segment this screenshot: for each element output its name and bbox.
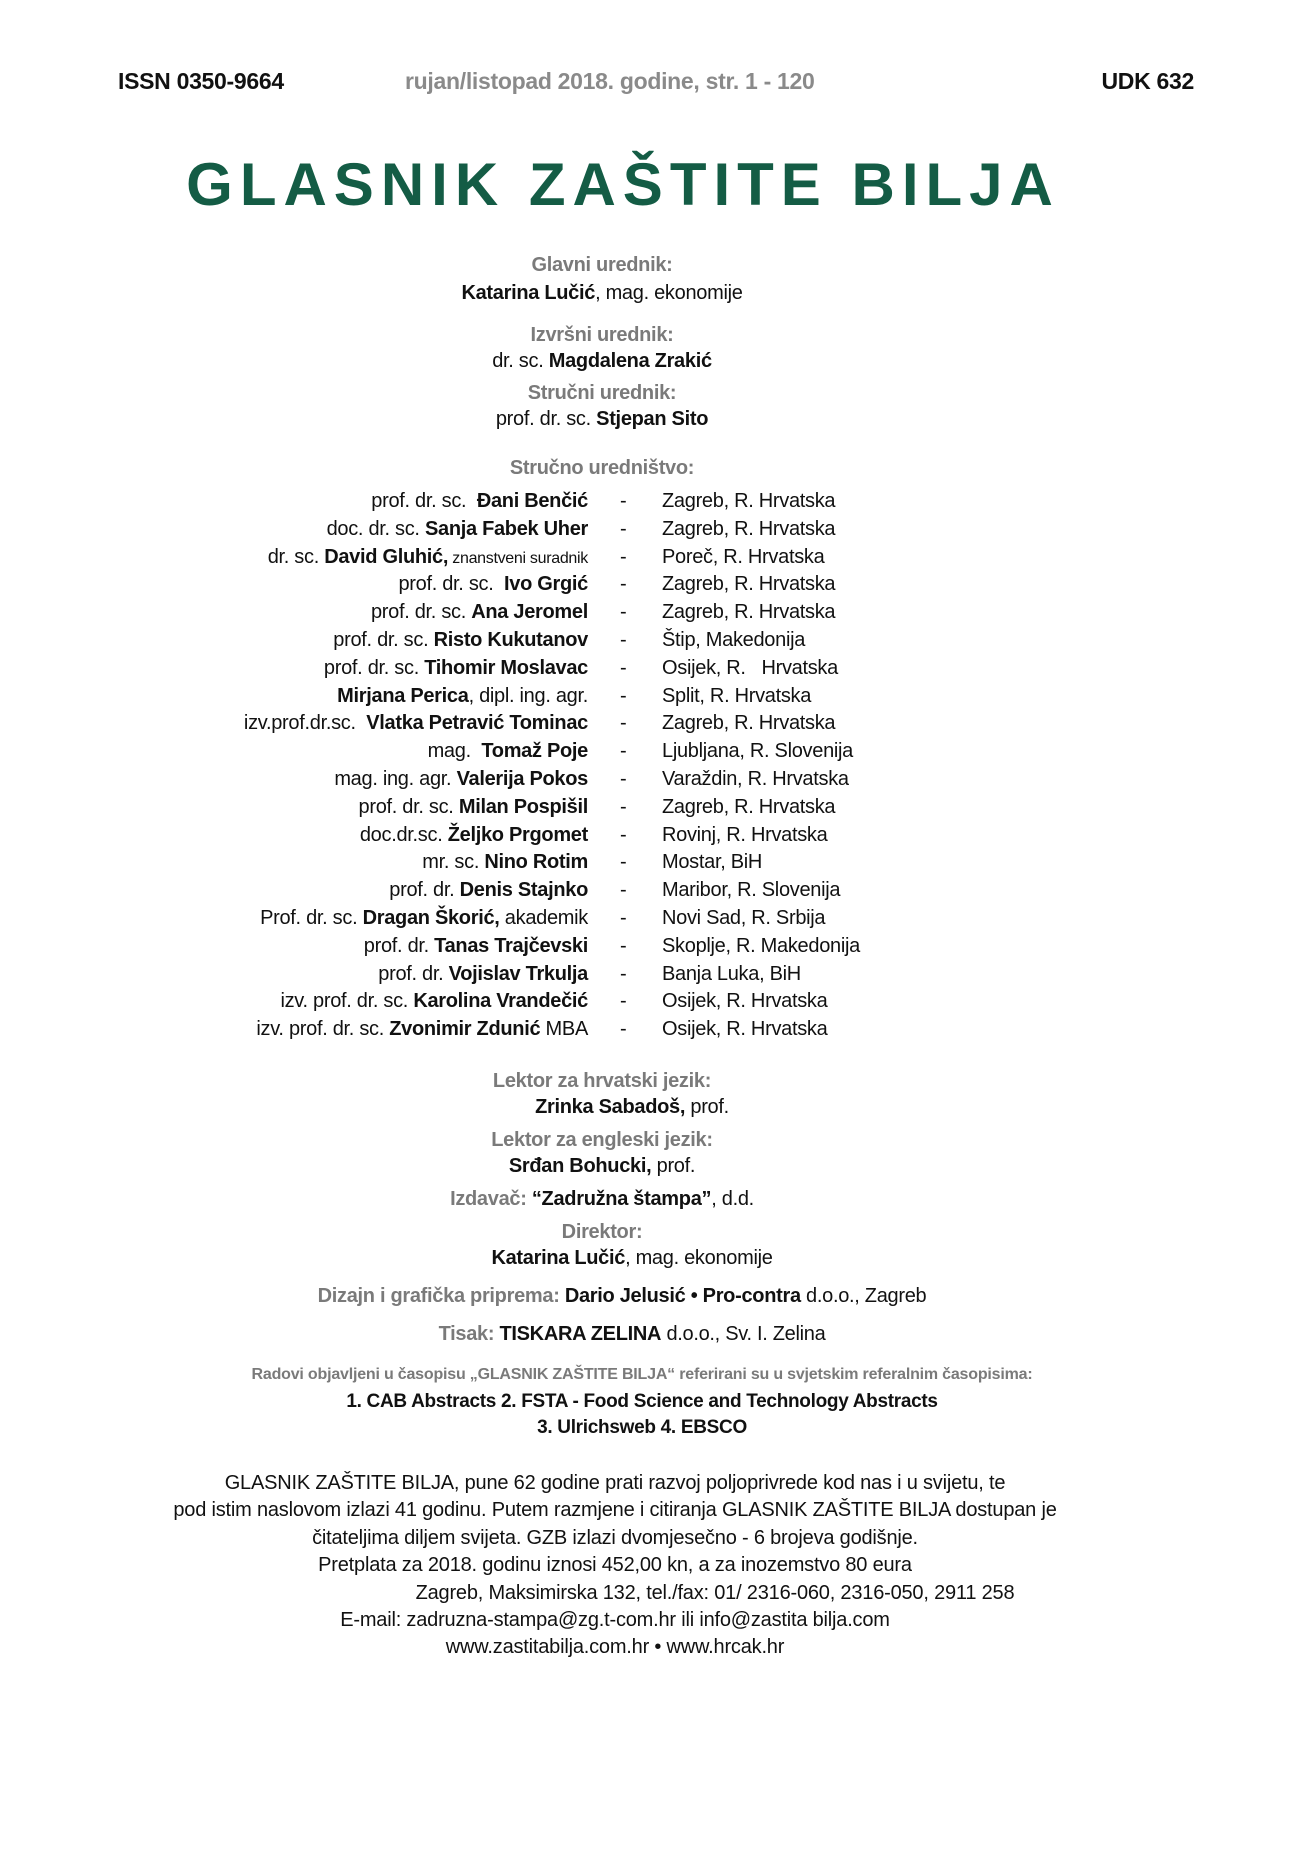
about-line: Zagreb, Maksimirska 132, tel./fax: 01/ 2316-060, 2316-050, 2911 258 (415, 1581, 1015, 1604)
member-title: prof. dr. sc. (370, 601, 472, 624)
member-name: Vojislav Trkulja (448, 962, 588, 985)
member-suffix: , dipl. ing. agr. (468, 684, 588, 707)
member-name: Željko Prgomet (447, 823, 588, 846)
separator-dash: - (620, 795, 627, 818)
lector-hr: Zrinka Sabadoš, prof. (535, 1096, 729, 1118)
member-name: Zvonimir Zdunić (389, 1018, 541, 1041)
member-title: prof. dr. sc. (371, 490, 477, 512)
member-name: David Gluhić, (324, 545, 449, 568)
member-suffix: MBA (540, 1018, 588, 1041)
about-line: www.zastitabilja.com.hr • www.hrcak.hr (445, 1636, 785, 1659)
lector-hr-label: Lektor za hrvatski jezik: (492, 1070, 712, 1092)
separator-dash: - (620, 768, 627, 790)
chief-editor-label: Glavni urednik: (531, 254, 673, 276)
separator-dash: - (620, 962, 627, 985)
expert-editor-label: Stručni urednik: (527, 382, 677, 404)
member-name: Ana Jeromel (471, 601, 588, 624)
design: Dizajn i grafička priprema: Dario Jelusić • Pro-contra d.o.o., Zagreb (317, 1285, 927, 1307)
board-member-row (0, 629, 1300, 655)
member-location: Zagreb, R. Hrvatska (662, 517, 836, 540)
member-title: izv.prof.dr.sc. (243, 712, 367, 735)
member-title: prof. dr. (389, 879, 460, 902)
board-member-row (0, 601, 1300, 627)
separator-dash: - (620, 907, 627, 929)
member-location: Zagreb, R. Hrvatska (662, 712, 836, 735)
member-title: mag. (427, 740, 482, 763)
board-member-name (337, 685, 588, 708)
exec-editor: dr. sc. Magdalena Zrakić (492, 350, 712, 372)
member-location: Skoplje, R. Makedonija (662, 934, 860, 957)
board-member-row (0, 573, 1300, 599)
member-location: Osijek, R. Hrvatska (662, 656, 838, 679)
indexing-note: Radovi objavljeni u časopisu „GLASNIK ZAŠTITE BILJA“ referirani su u svjetskim referalnim časopisima: (251, 1366, 1033, 1383)
separator-dash: - (620, 684, 627, 707)
separator-dash: - (620, 851, 627, 874)
member-name: Tihomir Moslavac (424, 656, 588, 679)
member-name: Mirjana Perica (337, 684, 469, 707)
member-location: Zagreb, R. Hrvatska (662, 490, 836, 512)
member-title: doc. dr. sc. (326, 517, 425, 540)
member-title: izv. prof. dr. sc. (256, 1018, 390, 1041)
member-title: prof. dr. (378, 962, 449, 985)
separator-dash: - (620, 656, 627, 679)
member-location: Osijek, R. Hrvatska (662, 990, 828, 1013)
member-title: prof. dr. sc. (323, 656, 425, 679)
member-name: Valerija Pokos (456, 768, 588, 790)
expert-editor: prof. dr. sc. Stjepan Sito (495, 408, 709, 430)
member-location: Osijek, R. Hrvatska (662, 1018, 828, 1041)
board-member-row (0, 740, 1300, 766)
member-title: dr. sc. (267, 545, 325, 568)
member-name: Tanas Trajčevski (434, 934, 588, 957)
about-line: Pretplata za 2018. godinu iznosi 452,00 kn, a za inozemstvo 80 eura (318, 1554, 912, 1577)
about-line: čitateljima diljem svijeta. GZB izlazi dvomjesečno - 6 brojeva godišnje. (312, 1526, 918, 1549)
member-location: Rovinj, R. Hrvatska (662, 823, 828, 846)
board-member-row (0, 657, 1300, 683)
member-name: Ivo Grgić (504, 573, 588, 596)
separator-dash: - (620, 934, 627, 957)
separator-dash: - (620, 601, 627, 624)
member-title: prof. dr. sc. (358, 795, 459, 818)
board-label: Stručno uredništvo: (509, 457, 695, 479)
board-member-row (0, 879, 1300, 905)
chief-editor: Katarina Lučić, mag. ekonomije (461, 282, 743, 304)
board-member-row (0, 1018, 1300, 1044)
member-location: Zagreb, R. Hrvatska (662, 573, 836, 596)
member-location: Mostar, BiH (662, 851, 763, 874)
board-member-name (398, 573, 588, 596)
board-member-row (0, 935, 1300, 961)
member-title: doc.dr.sc. (359, 823, 448, 846)
member-title: mag. ing. agr. (334, 768, 457, 790)
member-name: Vlatka Petravić Tominac (366, 712, 588, 735)
member-location: Maribor, R. Slovenija (662, 879, 841, 902)
journal-title: GLASNIK ZAŠTITE BILJA (186, 151, 1060, 218)
separator-dash: - (620, 629, 627, 651)
board-member-name (260, 907, 588, 930)
board-member-name (244, 712, 588, 735)
separator-dash: - (620, 823, 627, 846)
board-member-row (0, 907, 1300, 933)
board-member-name (268, 546, 588, 569)
board-member-row (0, 768, 1300, 794)
board-member-row (0, 685, 1300, 711)
member-location: Zagreb, R. Hrvatska (662, 795, 836, 818)
member-location: Štip, Makedonija (662, 629, 806, 651)
separator-dash: - (620, 517, 627, 540)
board-member-row (0, 851, 1300, 877)
separator-dash: - (620, 990, 627, 1013)
member-name: Tomaž Poje (481, 740, 588, 763)
indexing-line-1: 1. CAB Abstracts 2. FSTA - Food Science and Technology Abstracts (346, 1391, 938, 1412)
board-member-name (256, 1018, 588, 1041)
indexing-line-2: 3. Ulrichsweb 4. EBSCO (537, 1417, 747, 1438)
member-name: Đani Benčić (476, 490, 588, 512)
board-member-row (0, 518, 1300, 544)
board-member-name (371, 601, 588, 624)
issn: ISSN 0350-9664 (118, 68, 284, 94)
member-location: Zagreb, R. Hrvatska (662, 601, 836, 624)
member-title: prof. dr. (363, 934, 435, 957)
exec-editor-label: Izvršni urednik: (530, 324, 674, 346)
issue-info: rujan/listopad 2018. godine, str. 1 - 120 (405, 68, 815, 94)
separator-dash: - (620, 740, 627, 763)
board-member-name (334, 768, 588, 791)
member-name: Karolina Vrandečić (413, 990, 588, 1013)
board-member-row (0, 546, 1300, 572)
lector-en-label: Lektor za engleski jezik: (491, 1129, 713, 1151)
director: Katarina Lučić, mag. ekonomije (491, 1247, 773, 1269)
member-location: Ljubljana, R. Slovenija (662, 740, 854, 763)
board-member-row (0, 796, 1300, 822)
member-title: izv. prof. dr. sc. (280, 990, 414, 1013)
member-name: Risto Kukutanov (433, 629, 588, 651)
board-member-name (360, 824, 588, 847)
member-name: Sanja Fabek Uher (424, 517, 588, 540)
member-title: prof. dr. sc. (398, 573, 504, 596)
member-suffix: znanstveni suradnik (448, 549, 588, 567)
member-title: mr. sc. (422, 851, 485, 874)
board-member-name (389, 879, 588, 902)
board-member-row (0, 963, 1300, 989)
about-line: pod istim naslovom izlazi 41 godinu. Putem razmjene i citiranja GLASNIK ZAŠTITE BILJA dostupan je (173, 1499, 1057, 1522)
publisher: Izdavač: “Zadružna štampa”, d.d. (450, 1188, 754, 1210)
board-member-name (359, 796, 588, 819)
board-member-row (0, 490, 1300, 516)
member-location: Split, R. Hrvatska (662, 684, 812, 707)
board-member-name (364, 935, 588, 958)
about-line: GLASNIK ZAŠTITE BILJA, pune 62 godine prati razvoj poljoprivrede kod nas i u svijetu, te (224, 1472, 1006, 1494)
director-label: Direktor: (561, 1221, 643, 1243)
board-member-row (0, 824, 1300, 850)
member-name: Milan Pospišil (458, 795, 588, 818)
separator-dash: - (620, 1018, 627, 1041)
board-member-name (327, 518, 588, 541)
board-member-name (333, 629, 588, 652)
separator-dash: - (620, 712, 627, 735)
board-member-name (378, 963, 588, 986)
board-member-row (0, 712, 1300, 738)
board-member-name (371, 490, 588, 513)
board-member-name (428, 740, 588, 763)
separator-dash: - (620, 879, 627, 902)
member-location: Poreč, R. Hrvatska (662, 545, 825, 568)
member-location: Novi Sad, R. Srbija (662, 907, 826, 929)
board-member-name (280, 990, 588, 1013)
separator-dash: - (620, 573, 627, 596)
board-member-row (0, 990, 1300, 1016)
separator-dash: - (620, 490, 627, 512)
lector-en: Srđan Bohucki, prof. (508, 1155, 696, 1177)
member-name: Dragan Škorić, (362, 907, 500, 929)
member-suffix: akademik (499, 907, 588, 929)
member-location: Banja Luka, BiH (662, 962, 801, 985)
udk: UDK 632 (1101, 68, 1194, 94)
member-name: Denis Stajnko (459, 879, 588, 902)
member-location: Varaždin, R. Hrvatska (662, 768, 849, 790)
separator-dash: - (620, 545, 627, 568)
board-member-name (324, 657, 588, 680)
member-title: prof. dr. sc. (333, 629, 434, 651)
member-name: Nino Rotim (484, 851, 588, 874)
member-title: Prof. dr. sc. (260, 907, 363, 929)
board-member-name (422, 851, 588, 874)
about-line: E-mail: zadruzna-stampa@zg.t-com.hr ili info@zastita bilja.com (340, 1609, 890, 1631)
print: Tisak: TISKARA ZELINA d.o.o., Sv. I. Zelina (438, 1323, 826, 1345)
